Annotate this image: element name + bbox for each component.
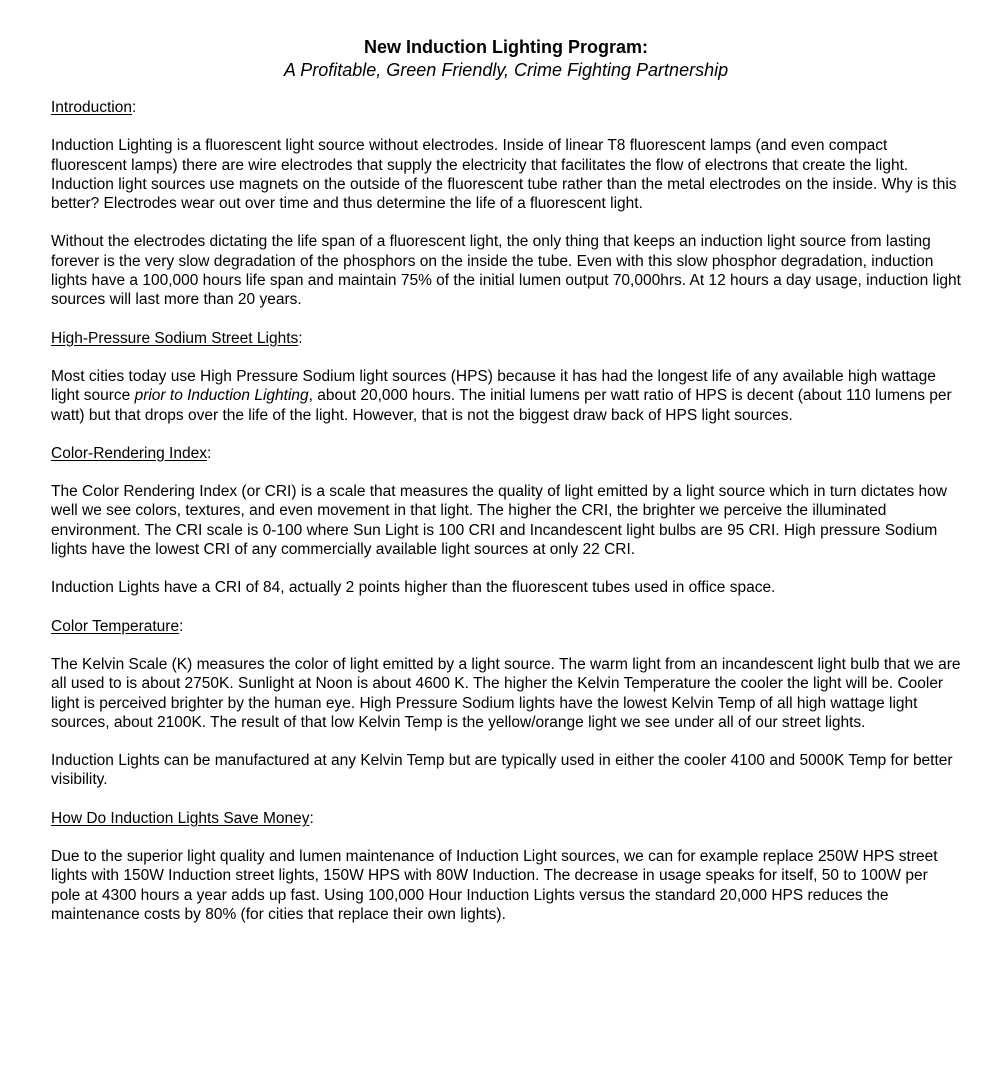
- save-money-paragraph-1: Due to the superior light quality and lumen maintenance of Induction Light sources, we can for example replace 250W HPS street lights with 150W Induction street lights, 150W HPS with 80W Induction. The decrease in usage speaks for itself, 50 to 100W per pole at 4300 hours a year adds up fast. Using 100,000 Hour Induction Lights versus the standard 20,000 HPS reduces the maintenance costs by 80% (for cities that replace their own lights).: [51, 848, 938, 923]
- section-heading-introduction: [51, 98, 961, 117]
- heading-colon: :: [179, 617, 184, 635]
- document-title: New Induction Lighting Program:: [364, 37, 648, 57]
- heading-colon: :: [206, 444, 212, 462]
- hps-text-after: , about 20,000 hours. The initial lumens per watt ratio of HPS is decent (about 110 lumens per watt) but that drops over the life of the light. However, that is not the biggest draw back of HPS light sources.: [51, 387, 952, 424]
- heading-text: Color-Rendering Index: [51, 444, 207, 462]
- hps-text-italic: prior to Induction Lighting: [134, 387, 309, 405]
- heading-text: Introduction: [51, 99, 132, 116]
- heading-text: Color Temperature: [51, 617, 180, 635]
- section-heading-color-temperature: [51, 617, 961, 636]
- heading-colon: :: [309, 809, 314, 827]
- hps-paragraph-1: [51, 367, 961, 425]
- introduction-paragraph-1: Induction Lighting is a fluorescent light source without electrodes. Inside of linear T8 fluorescent lamps (and even compact fluorescent lamps) there are wire electrodes that supply the electricity that facilitates the flow of electrons that create the light. Induction light sources use magnets on the outside of the fluorescent tube rather than the metal electrodes on the inside. Why is this better? Electrodes wear out over time and thus determine the life of a fluorescent light.: [51, 137, 957, 213]
- cri-paragraph-2: Induction Lights have a CRI of 84, actually 2 points higher than the fluorescent tubes used in office space.: [51, 579, 776, 597]
- color-temperature-paragraph-2: Induction Lights can be manufactured at any Kelvin Temp but are typically used in either the cooler 4100 and 5000K Temp for better visibility.: [51, 752, 953, 789]
- section-heading-hps: [51, 329, 961, 348]
- heading-colon: :: [132, 99, 137, 116]
- section-heading-save-money: [51, 809, 961, 828]
- heading-text: High-Pressure Sodium Street Lights: [51, 329, 299, 347]
- introduction-paragraph-2: Without the electrodes dictating the life span of a fluorescent light, the only thing that keeps an induction light source from lasting forever is the very slow degradation of the phosphors on the inside the tube. Even with this slow phosphor degradation, induction lights have a 100,000 hours life span and maintain 75% of the initial lumen output 70,000hrs. At 12 hours a day usage, induction light sources will last more than 20 years.: [51, 233, 961, 309]
- document-subtitle: A Profitable, Green Friendly, Crime Fighting Partnership: [283, 60, 729, 80]
- heading-text: How Do Induction Lights Save Money: [51, 809, 310, 827]
- section-heading-cri: [51, 444, 961, 463]
- hps-text-before: Most cities today use High Pressure Sodium light sources (HPS) because it has had the longest life of any available high wattage light source: [51, 367, 936, 405]
- heading-colon: :: [298, 329, 303, 347]
- cri-paragraph-1: The Color Rendering Index (or CRI) is a scale that measures the quality of light emitted by a light source which in turn dictates how well we see colors, textures, and even movement in that light. The higher the CRI, the brighter we perceive the illuminated environment. The CRI scale is 0-100 where Sun Light is 100 CRI and Incandescent light bulbs are 95 CRI. High pressure Sodium lights have the lowest CRI of any commercially available light sources at only 22 CRI.: [51, 483, 947, 559]
- document-page: [51, 36, 961, 943]
- color-temperature-paragraph-1: The Kelvin Scale (K) measures the color of light emitted by a light source. The warm light from an incandescent light bulb that we are all used to is about 2750K. Sunlight at Noon is about 4600 K. The higher the Kelvin Temperature the cooler the light will be. Cooler light is perceived brighter by the human eye. High Pressure Sodium lights have the lowest Kelvin Temp of all high wattage light sources, about 2100K. The result of that low Kelvin Temp is the yellow/orange light we see under all of our street lights.: [51, 655, 961, 731]
